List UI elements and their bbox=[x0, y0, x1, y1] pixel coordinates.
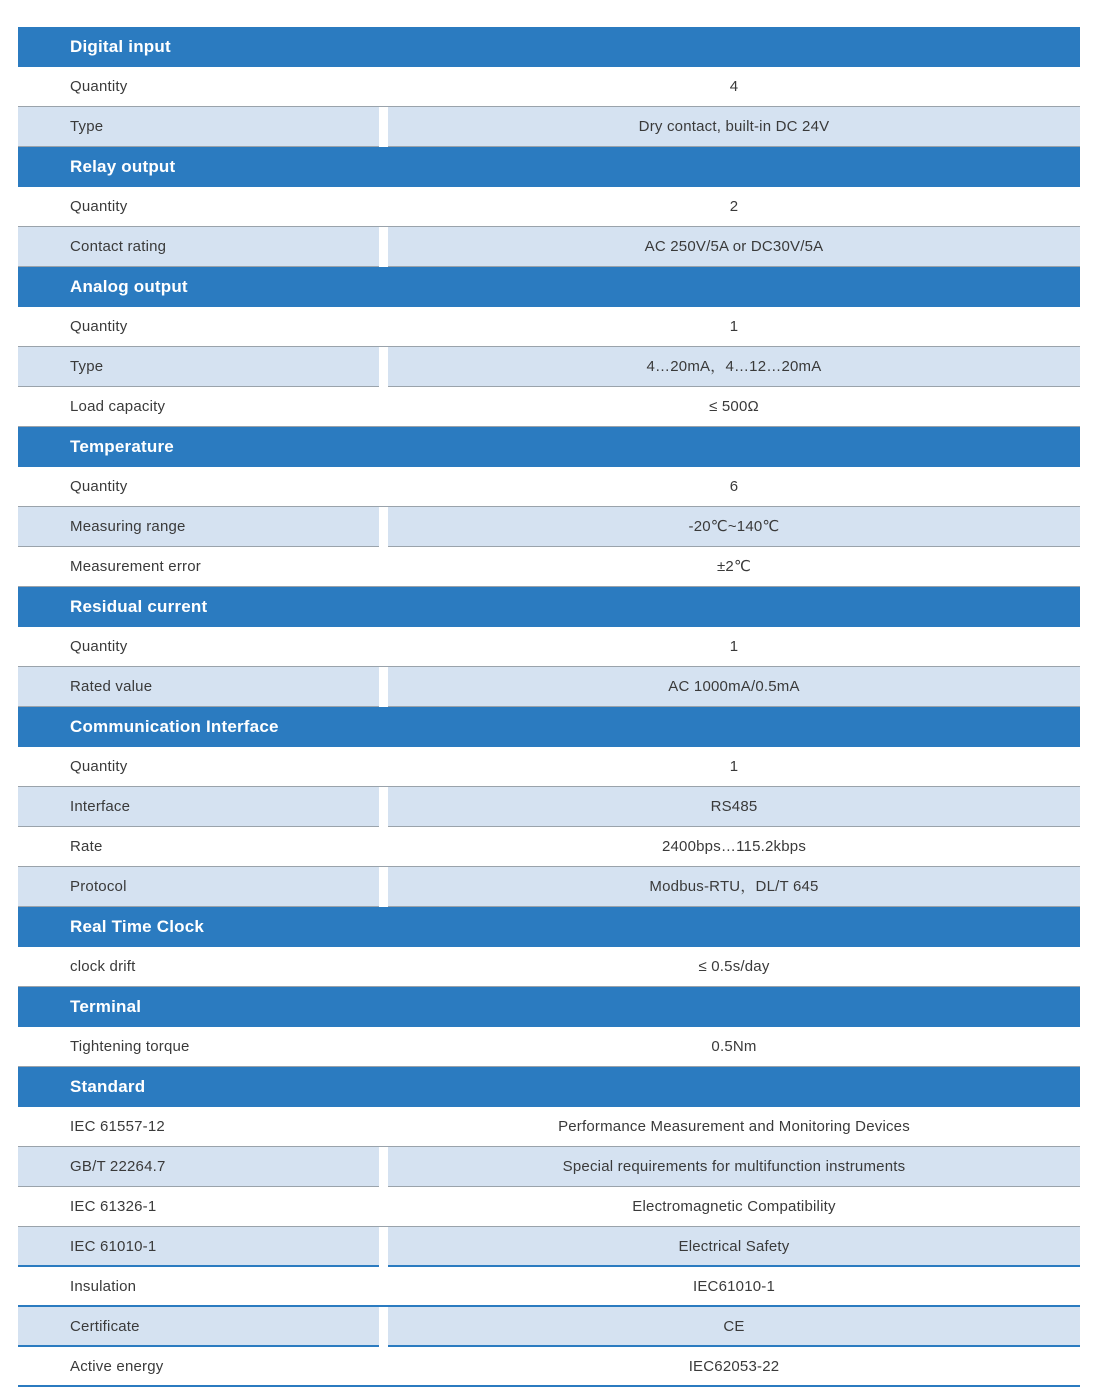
row-label: IEC 61326-1 bbox=[70, 1198, 157, 1215]
table-row bbox=[18, 1307, 1080, 1347]
cell-gap bbox=[379, 387, 388, 426]
table-row bbox=[18, 187, 1080, 227]
row-value: AC 1000mA/0.5mA bbox=[388, 667, 1080, 707]
cell-gap bbox=[379, 1107, 388, 1146]
row-value: IEC61010-1 bbox=[692, 1278, 776, 1295]
row-label: Protocol bbox=[18, 867, 379, 907]
cell-gap bbox=[379, 1227, 388, 1267]
cell-gap bbox=[379, 1147, 388, 1187]
table-row bbox=[18, 307, 1080, 347]
cell-gap bbox=[379, 1307, 388, 1347]
table-row bbox=[18, 347, 1080, 387]
row-label: Interface bbox=[18, 787, 379, 827]
table-row bbox=[18, 1107, 1080, 1147]
row-value: Electrical Safety bbox=[388, 1227, 1080, 1267]
cell-gap bbox=[379, 467, 388, 506]
row-label: GB/T 22264.7 bbox=[18, 1147, 379, 1187]
row-value: ≤ 500Ω bbox=[709, 398, 759, 415]
row-label: Quantity bbox=[70, 318, 128, 335]
row-label: Certificate bbox=[18, 1307, 379, 1347]
table-row bbox=[18, 747, 1080, 787]
cell-gap bbox=[379, 67, 388, 106]
cell-gap bbox=[379, 107, 388, 147]
row-value: ±2℃ bbox=[716, 558, 752, 575]
table-row bbox=[18, 787, 1080, 827]
row-value: IEC62053-22 bbox=[688, 1358, 780, 1375]
row-value: Special requirements for multifunction instruments bbox=[388, 1147, 1080, 1187]
row-label: Rated value bbox=[18, 667, 379, 707]
row-label: Quantity bbox=[70, 478, 128, 495]
row-label: Quantity bbox=[70, 638, 128, 655]
section-header: Standard bbox=[18, 1067, 1080, 1107]
cell-gap bbox=[379, 827, 388, 866]
section-header: Relay output bbox=[18, 147, 1080, 187]
row-value: 1 bbox=[729, 758, 739, 775]
table-row bbox=[18, 827, 1080, 867]
table-row bbox=[18, 1027, 1080, 1067]
section-header: Real Time Clock bbox=[18, 907, 1080, 947]
row-label: Measurement error bbox=[70, 558, 201, 575]
table-row bbox=[18, 947, 1080, 987]
spec-table bbox=[18, 27, 1080, 1387]
cell-gap bbox=[379, 627, 388, 666]
row-value: Modbus-RTU，DL/T 645 bbox=[388, 867, 1080, 907]
cell-gap bbox=[379, 747, 388, 786]
table-row bbox=[18, 227, 1080, 267]
row-label: Quantity bbox=[70, 78, 128, 95]
row-value: 6 bbox=[729, 478, 739, 495]
section-header: Analog output bbox=[18, 267, 1080, 307]
section-header: Terminal bbox=[18, 987, 1080, 1027]
table-row bbox=[18, 1267, 1080, 1307]
table-row bbox=[18, 867, 1080, 907]
row-label: Quantity bbox=[70, 198, 128, 215]
cell-gap bbox=[379, 227, 388, 267]
table-row bbox=[18, 1227, 1080, 1267]
row-value: Electromagnetic Compatibility bbox=[632, 1198, 836, 1215]
table-row bbox=[18, 1147, 1080, 1187]
cell-gap bbox=[379, 947, 388, 986]
row-label: clock drift bbox=[70, 958, 136, 975]
section-header: Communication Interface bbox=[18, 707, 1080, 747]
row-value: 0.5Nm bbox=[711, 1038, 757, 1055]
cell-gap bbox=[379, 1027, 388, 1066]
table-row bbox=[18, 627, 1080, 667]
row-value: Dry contact, built-in DC 24V bbox=[388, 107, 1080, 147]
row-label: Tightening torque bbox=[70, 1038, 190, 1055]
section-header: Temperature bbox=[18, 427, 1080, 467]
row-value: 4…20mA，4…12…20mA bbox=[388, 347, 1080, 387]
row-value: 4 bbox=[729, 78, 739, 95]
row-value: 1 bbox=[729, 318, 739, 335]
row-value: CE bbox=[388, 1307, 1080, 1347]
row-value: -20℃~140℃ bbox=[388, 507, 1080, 547]
table-row bbox=[18, 547, 1080, 587]
cell-gap bbox=[379, 547, 388, 586]
cell-gap bbox=[379, 1267, 388, 1305]
row-label: IEC 61557-12 bbox=[70, 1118, 165, 1135]
row-label: Type bbox=[18, 347, 379, 387]
cell-gap bbox=[379, 867, 388, 907]
cell-gap bbox=[379, 507, 388, 547]
row-value: AC 250V/5A or DC30V/5A bbox=[388, 227, 1080, 267]
section-header: Residual current bbox=[18, 587, 1080, 627]
row-value: ≤ 0.5s/day bbox=[698, 958, 770, 975]
cell-gap bbox=[379, 347, 388, 387]
table-row bbox=[18, 1187, 1080, 1227]
table-row bbox=[18, 667, 1080, 707]
row-label: Quantity bbox=[70, 758, 128, 775]
table-row bbox=[18, 387, 1080, 427]
row-value: 2400bps…115.2kbps bbox=[661, 838, 807, 855]
table-row bbox=[18, 507, 1080, 547]
row-value: 1 bbox=[729, 638, 739, 655]
table-row bbox=[18, 67, 1080, 107]
cell-gap bbox=[379, 187, 388, 226]
cell-gap bbox=[379, 307, 388, 346]
cell-gap bbox=[379, 1187, 388, 1226]
row-label: Measuring range bbox=[18, 507, 379, 547]
row-label: Active energy bbox=[70, 1358, 164, 1375]
row-label: IEC 61010-1 bbox=[18, 1227, 379, 1267]
table-row bbox=[18, 467, 1080, 507]
row-label: Insulation bbox=[70, 1278, 137, 1295]
cell-gap bbox=[379, 667, 388, 707]
cell-gap bbox=[379, 1347, 388, 1385]
row-label: Type bbox=[18, 107, 379, 147]
cell-gap bbox=[379, 787, 388, 827]
row-label: Load capacity bbox=[70, 398, 166, 415]
table-row bbox=[18, 1347, 1080, 1387]
row-value: Performance Measurement and Monitoring Devices bbox=[558, 1118, 910, 1135]
section-header: Digital input bbox=[18, 27, 1080, 67]
row-label: Contact rating bbox=[18, 227, 379, 267]
row-label: Rate bbox=[70, 838, 103, 855]
row-value: RS485 bbox=[388, 787, 1080, 827]
table-row bbox=[18, 107, 1080, 147]
row-value: 2 bbox=[729, 198, 739, 215]
